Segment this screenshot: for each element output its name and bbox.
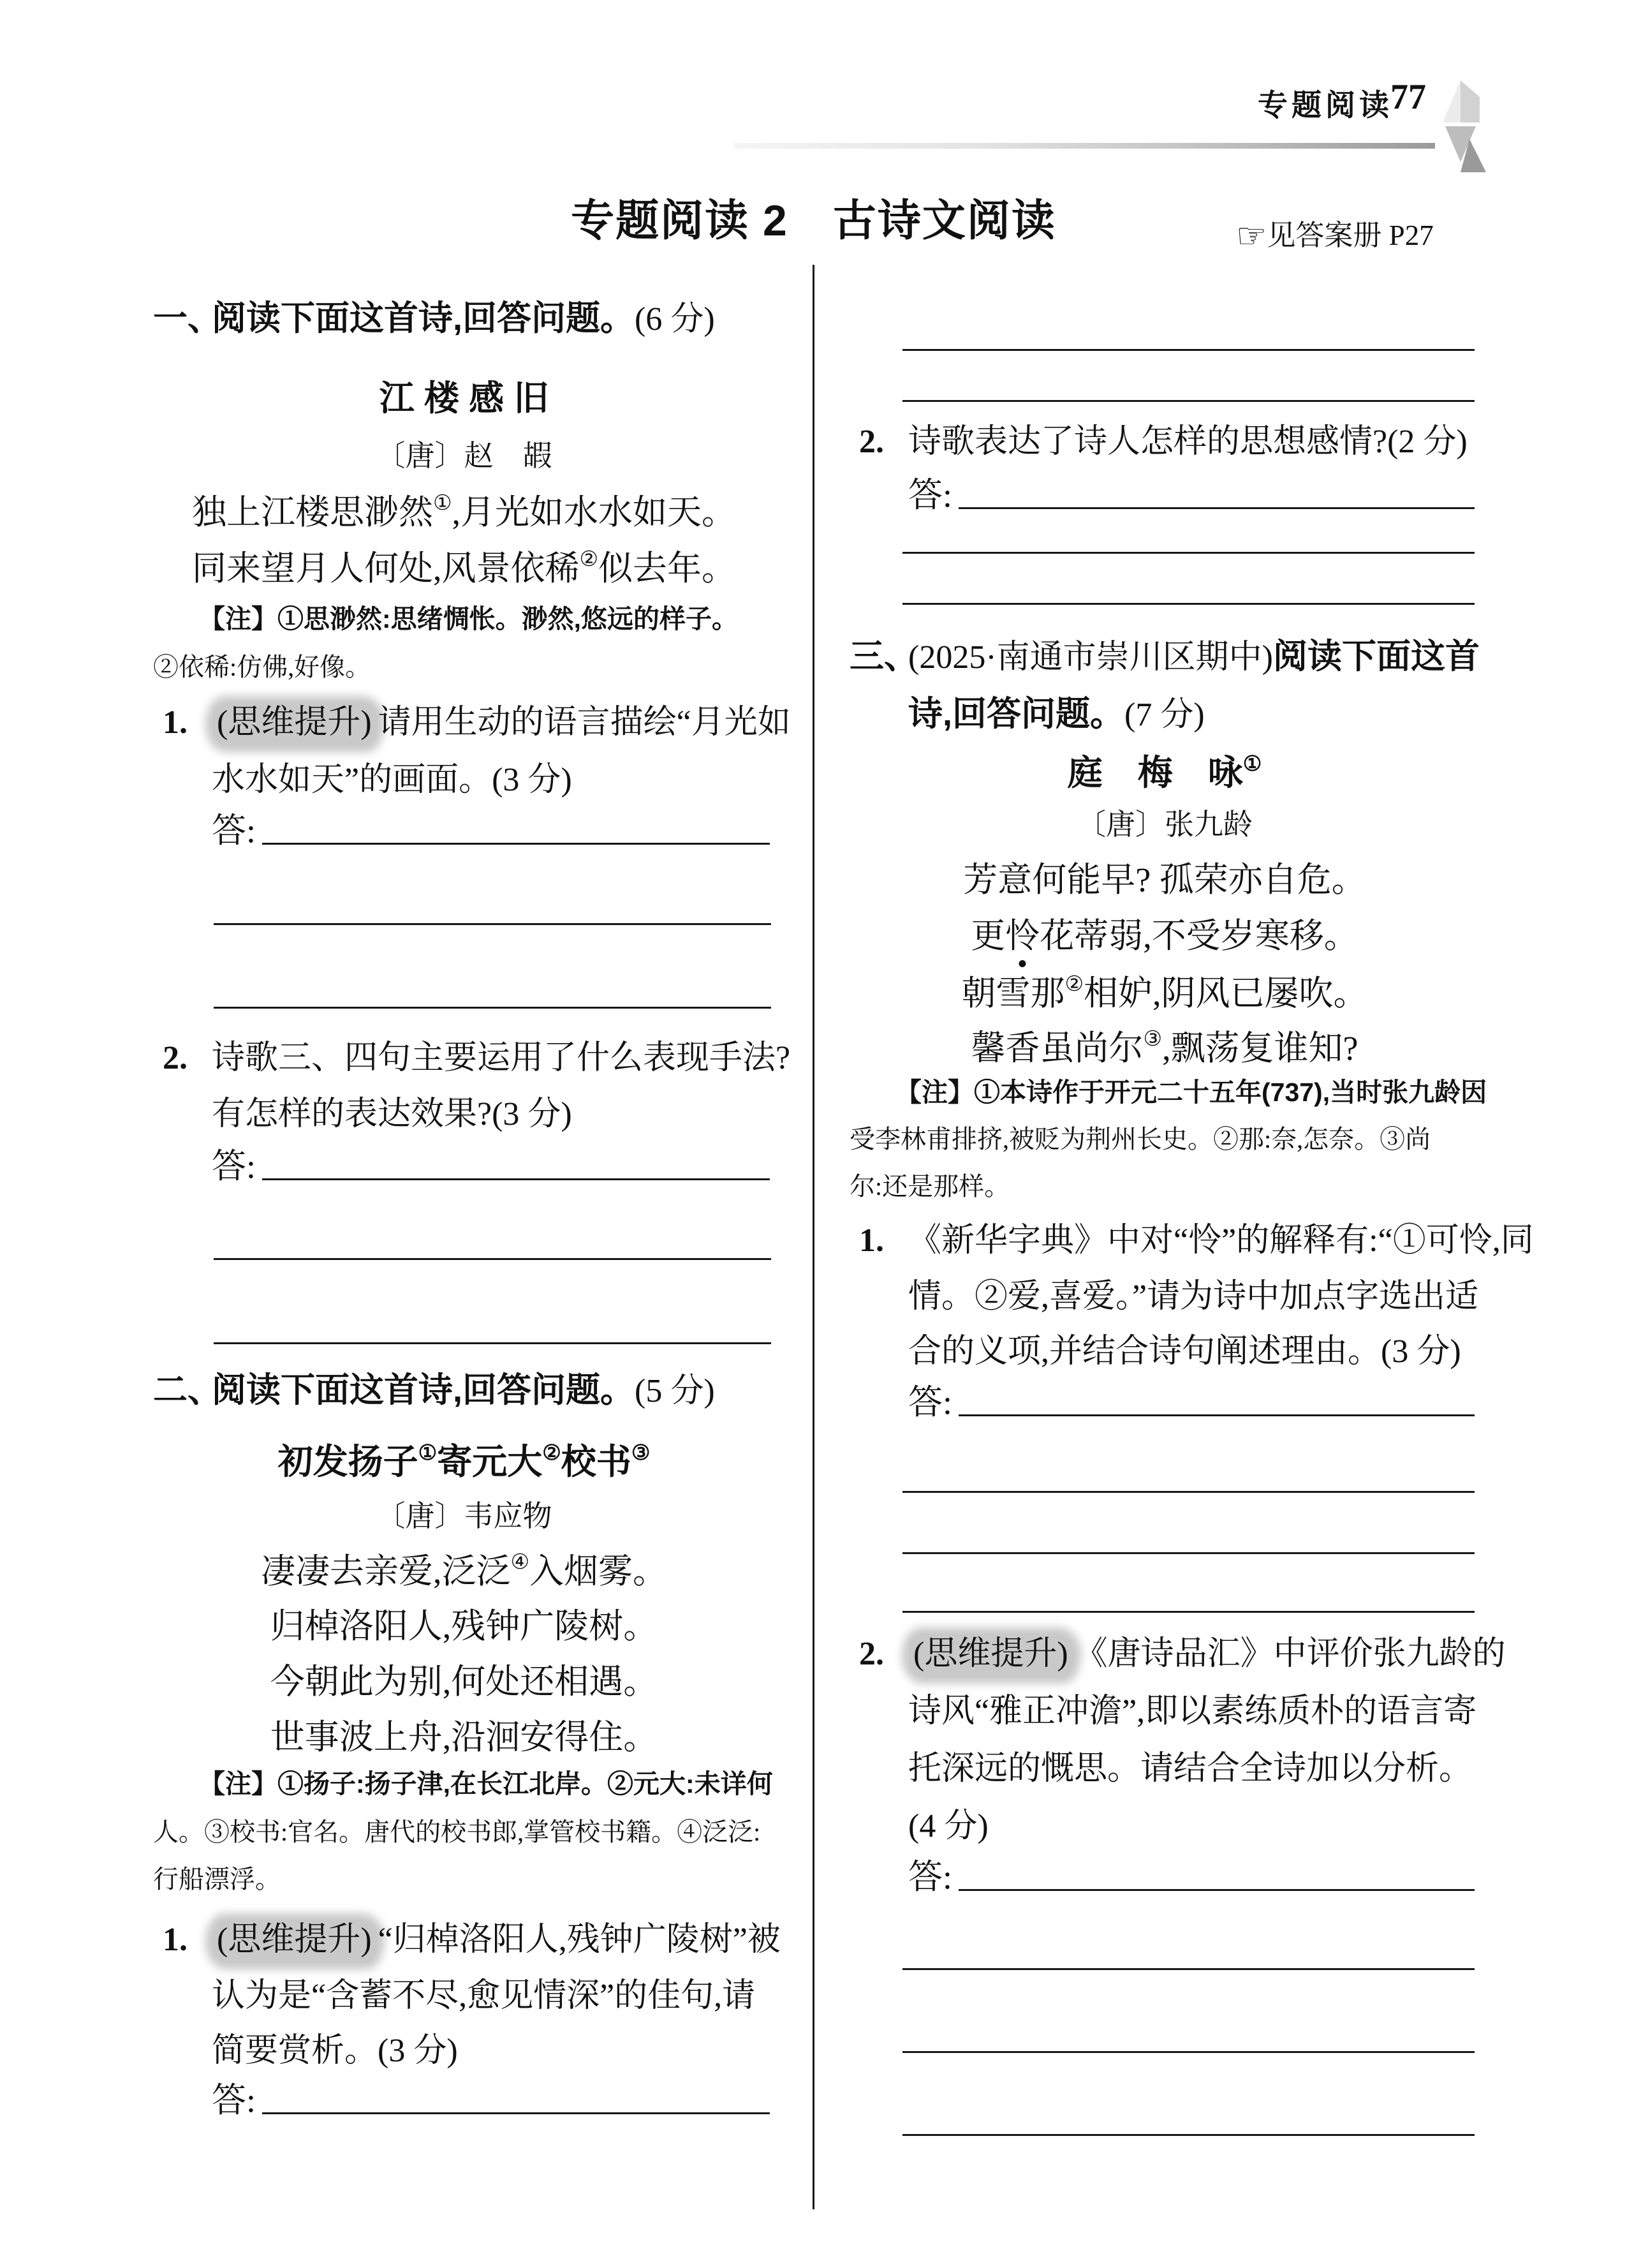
poem-line: 更怜花蒂弱,不受岁寒移。 (850, 916, 1480, 957)
thinking-boost-badge: (思维提升) (212, 702, 378, 746)
question-1: 1. 《新华字典》中对“怜”的解释有:“①可怜,同 (859, 1222, 1534, 1259)
poem-line: 独上江楼思渺然①,月光如水水如天。 (191, 492, 737, 531)
poem-note-line: ②依稀:仿佛,好像。 (153, 653, 371, 681)
section-three-heading: 三、(2025·南通市崇川区期中)阅读下面这首 (850, 637, 1480, 676)
poem-title: 初发扬子①寄元大②校书③ (277, 1441, 651, 1481)
poem-note-line: 人。③校书:官名。唐代的校书郎,掌管校书籍。④泛泛: (153, 1818, 761, 1846)
dotted-character: 怜 (1005, 916, 1040, 957)
answer-blank-line (214, 1258, 771, 1260)
poem-note-line: 【注】①本诗作于开元二十五年(737),当时张九龄因 (895, 1078, 1487, 1107)
answer-row: 答: (153, 805, 775, 850)
answer-blank (959, 507, 1475, 509)
question-2: 2. (思维提升) 《唐诗品汇》中评价张九龄的 (850, 1634, 1480, 1673)
answer-blank-line (902, 400, 1475, 402)
question-1: 1. (思维提升) 请用生动的语言描绘“月光如 (153, 703, 775, 742)
pointing-hand-icon: ☞ (1236, 216, 1267, 256)
answer-blank-line (902, 1491, 1475, 1493)
poem-line: 芳意何能早? 孤荣亦自危。 (963, 861, 1366, 899)
answer-row: 答: (153, 2075, 775, 2119)
section-three-heading-line: 诗,回答问题。(7 分) (908, 695, 1205, 733)
question-2: 2. 诗歌三、四句主要运用了什么表现手法? (163, 1040, 791, 1076)
answer-blank-line (902, 349, 1475, 351)
question-2-line: 诗风“雅正冲澹”,即以素练质朴的语言寄 (908, 1693, 1477, 1730)
poem-author: 〔唐〕张九龄 (1077, 808, 1253, 841)
answer-blank-line (902, 552, 1475, 554)
question-1-line: 情。②爱,喜爱。”请为诗中加点字选出适 (908, 1279, 1479, 1315)
poem-note-line: 【注】①扬子:扬子津,在长江北岸。②元大:未详何 (199, 1769, 773, 1798)
poem-line: 朝雪那②相妒,阴风已屡吹。 (961, 973, 1368, 1012)
page-number: 77 (1390, 77, 1426, 117)
question-2: 2. 诗歌表达了诗人怎样的思想感情?(2 分) (859, 424, 1468, 460)
page-title: 专题阅读 2 古诗文阅读 (571, 196, 1056, 245)
answer-blank-line (902, 1968, 1475, 1970)
answer-row: 答: (850, 1377, 1480, 1421)
poem-note-line: 【注】①思渺然:思绪惆怅。渺然,悠远的样子。 (199, 604, 739, 634)
answer-blank-line (902, 1611, 1475, 1613)
answer-blank-line (902, 603, 1475, 605)
question-text: 诗歌表达了诗人怎样的思想感情? (908, 424, 1388, 460)
poem-line: 凄凄去亲爱,泛泛④入烟雾。 (260, 1551, 668, 1590)
answer-blank (959, 1414, 1475, 1416)
poem-line: 同来望月人何处,风景依稀②似去年。 (191, 548, 737, 588)
answer-blank-line (902, 2051, 1475, 2053)
thinking-boost-badge: (思维提升) (908, 1634, 1075, 1677)
poem-author: 〔唐〕赵 嘏 (376, 440, 552, 472)
left-column (153, 0, 791, 2268)
poem-note-line: 尔:还是那样。 (850, 1172, 1010, 1201)
thinking-boost-badge: (思维提升) (212, 1920, 378, 1963)
answer-blank (262, 2112, 770, 2114)
answer-row: 答: (850, 470, 1480, 514)
poem-note-line: 行船漂浮。 (153, 1865, 281, 1894)
question-1-line: 水水如天”的画面。(3 分) (212, 762, 572, 798)
answer-book-reference: ☞见答案册 P27 (1236, 216, 1434, 256)
poem-line: 馨香虽尚尔③,飘荡复谁知? (971, 1028, 1358, 1067)
answer-blank-line (902, 2134, 1475, 2136)
question-2-line: 有怎样的表达效果?(3 分) (212, 1096, 572, 1132)
answer-blank-line (214, 923, 771, 925)
answer-row: 答: (850, 1851, 1480, 1896)
answer-blank (262, 843, 770, 845)
right-column (850, 0, 1534, 2268)
answer-blank (959, 1889, 1475, 1891)
answer-blank-line (902, 1552, 1475, 1554)
section-two-heading: 二、阅读下面这首诗,回答问题。(5 分) (153, 1371, 715, 1409)
section-one-heading: 一、阅读下面这首诗,回答问题。(6 分) (153, 299, 715, 337)
question-1-line: 简要赏析。(3 分) (212, 2033, 458, 2069)
header-section-label: 专题阅读 (1258, 88, 1393, 122)
answer-row: 答: (153, 1141, 775, 1185)
poem-line: 归棹洛阳人,残钟广陵树。 (270, 1607, 658, 1645)
poem-line: 世事波上舟,沿洄安得住。 (270, 1718, 658, 1756)
answer-blank-line (214, 1342, 771, 1344)
poem-line: 今朝此为别,何处还相遇。 (270, 1663, 658, 1701)
question-1-line: 认为是“含蓄不尽,愈见情深”的佳句,请 (212, 1978, 756, 2014)
question-2-line: (4 分) (908, 1808, 989, 1844)
question-2-line: 托深远的慨思。请结合全诗加以分析。 (908, 1751, 1473, 1787)
question-1-line: 合的义项,并结合诗句阐述理由。(3 分) (908, 1333, 1461, 1370)
poem-title: 庭 梅 咏① (1067, 752, 1262, 792)
poem-note-line: 受李林甫排挤,被贬为荆州长史。②那:奈,怎奈。③尚 (850, 1125, 1431, 1153)
poem-title: 江 楼 感 旧 (379, 378, 549, 418)
answer-blank (262, 1178, 770, 1180)
question-1: 1. (思维提升) “归棹洛阳人,残钟广陵树”被 (153, 1920, 775, 1959)
poem-author: 〔唐〕韦应物 (376, 1500, 552, 1532)
answer-blank-line (214, 1007, 771, 1009)
column-divider (813, 265, 814, 2209)
